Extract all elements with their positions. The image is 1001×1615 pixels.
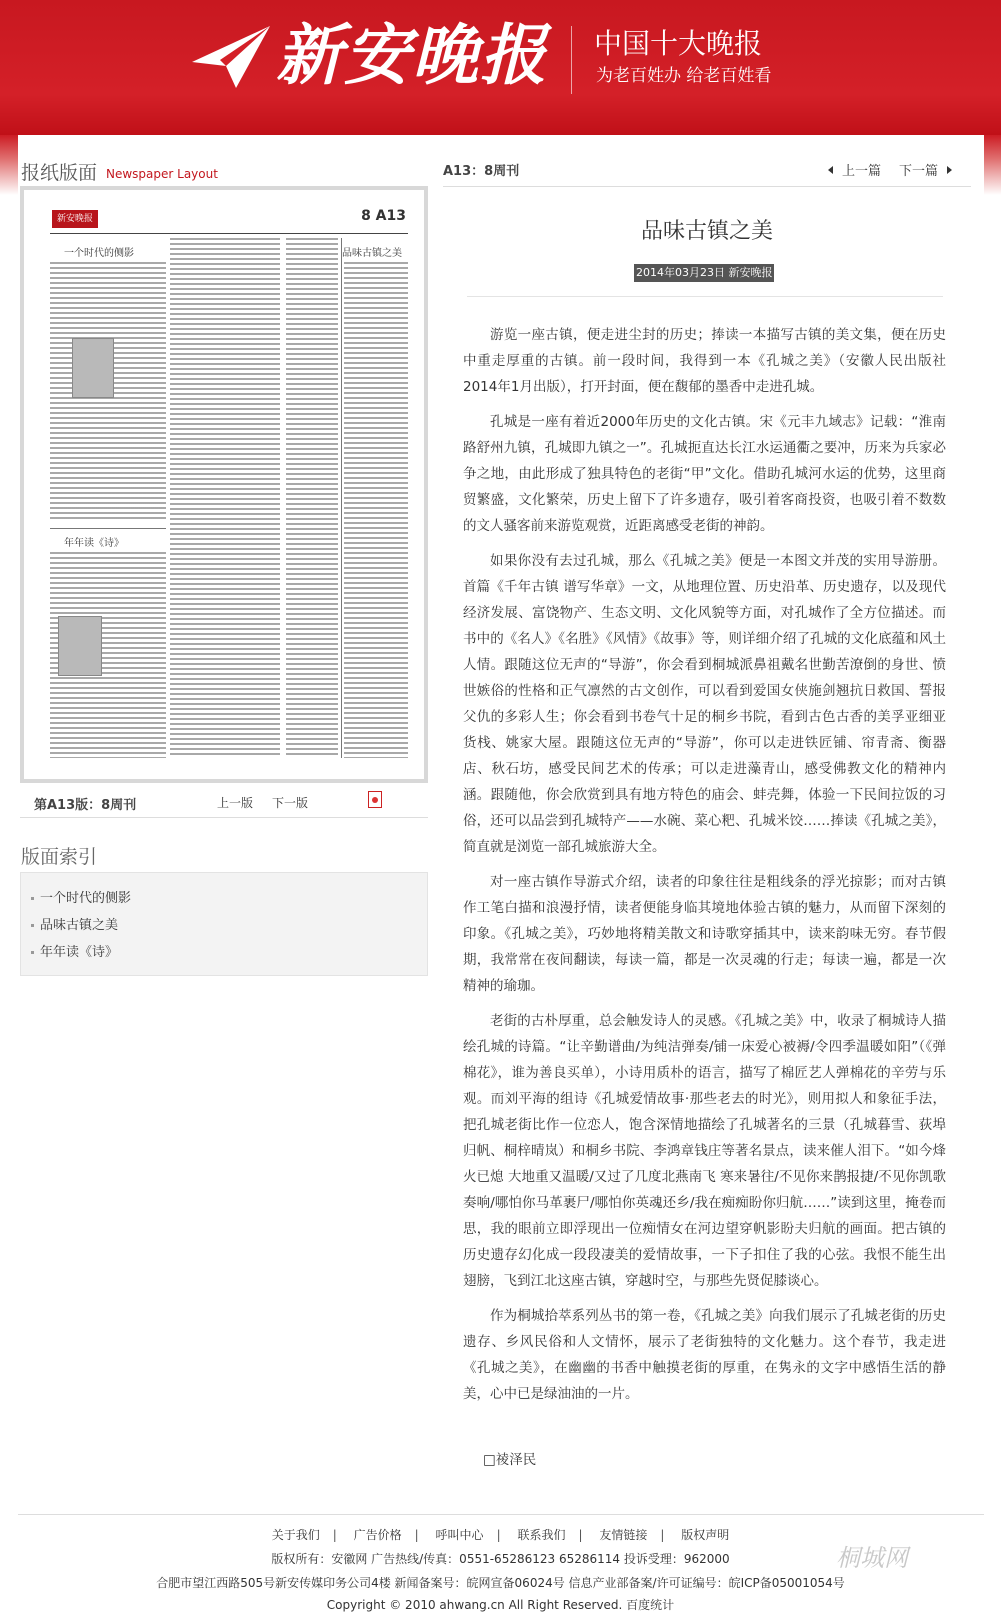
slogan-main: 中国十大晚报 (594, 27, 763, 60)
pdf-download-icon[interactable] (368, 791, 382, 808)
index-item-link[interactable] (31, 914, 118, 933)
thumbnail-masthead (50, 208, 408, 234)
thumbnail-row-rule (50, 528, 166, 529)
thumbnail-headline-2[interactable]: 品味古镇之美 (342, 244, 402, 259)
bullet-icon (31, 951, 34, 954)
watermark-text: 桐城网 (836, 1544, 908, 1572)
logo-paper-plane-icon (190, 22, 272, 92)
index-item-link[interactable] (31, 887, 131, 906)
site-header (0, 0, 1001, 135)
footer-link-call-center[interactable]: 呼叫中心 (435, 1528, 484, 1542)
article-paragraph: 对一座古镇作导游式介绍，读者的印象往往是粗线条的浮光掠影；而对古镇作工笔白描和浪漫抒情，读者便能身临其境地体验古镇的魅力，从而留下深刻的印象。《孔城之美》，巧妙地将精美散文和诗歌穿插其中，读来韵味无穷。春节假期，我常常在夜间翻读，每读一篇，都是一次灵魂的行走；每读一遍，都是一次精神的瑜珈。 (463, 874, 946, 994)
footer-rule (18, 1514, 984, 1515)
newspaper-page-image[interactable] (50, 208, 408, 759)
previous-page-link[interactable]: 上一版 (217, 796, 254, 810)
footer-separator: | (660, 1528, 665, 1542)
footer-link-copyright[interactable]: 版权声明 (681, 1528, 730, 1542)
next-article-label[interactable]: 下一篇 (899, 164, 939, 179)
watermark-logo (836, 1538, 976, 1578)
triangle-left-icon (828, 166, 833, 174)
current-page-label: 第A13版：8周刊 (34, 798, 137, 813)
index-item-link[interactable] (31, 941, 118, 960)
bullet-icon (31, 897, 34, 900)
newspaper-page-thumbnail[interactable] (20, 186, 428, 783)
article-paragraph: 孔城是一座有着近2000年历史的文化古镇。宋《元丰九域志》记载：“淮南路舒州九镇，孔城即九镇之一”。孔城扼直达长江水运通衢之要冲，历来为兵家必争之地，由此形成了独具特色的老街“甲”文化。借助孔城河水运的优势，这里商贸繁盛，文化繁荣，历史上留下了许多遗存，吸引着客商投资，也吸引着不数数的文人骚客前来游览观赏，近距离感受老街的神韵。 (463, 414, 946, 534)
index-item-label[interactable]: 年年读《诗》 (40, 945, 119, 960)
article-page-label: A13：8周刊 (443, 164, 520, 179)
footer-link-about[interactable]: 关于我们 (271, 1528, 320, 1542)
thumbnail-column-rule (341, 238, 342, 758)
header-rule (443, 186, 971, 187)
footer-separator: | (414, 1528, 419, 1542)
next-page-link[interactable]: 下一版 (272, 796, 309, 810)
index-item-label[interactable]: 品味古镇之美 (40, 918, 119, 933)
header-divider (571, 26, 572, 94)
footer-link-contact[interactable]: 联系我们 (517, 1528, 566, 1542)
article-paragraph: 如果你没有去过孔城，那么《孔城之美》便是一本图文并茂的实用导游册。首篇《千年古镇 谱写华章》一文，从地理位置、历史沿革、历史遗存，以及现代经济发展、富饶物产、生态文明、文化风貌等方面，对孔城作了全方位描述。而书中的《名人》《名胜》《风情》《故事》等，则详细介绍了孔城的文化底蕴和风土人情。跟随这位无声的“导游”，你会看到桐城派鼻祖戴名世勤苦潦倒的身世、愤世嫉俗的性格和正气凛然的古文创作，可以看到爱国女侠施剑翘抗日救国、誓报父仇的多彩人生；你会看到书卷气十足的桐乡书院，看到古色古香的美孚亚细亚货栈、姚家大屋。跟随这位无声的“导游”，你可以走进铁匠铺、帘青斋、衡器店、秋石坊，感受民间艺术的传承；可以走进藻青山，感受佛教文化的精神内涵。跟随他，你会欣赏到具有地方特色的庙会、蚌壳舞，体验一下民间拉饭的习俗，还可以品尝到孔城特产——水碗、菜心粑、孔城米饺……捧读《孔城之美》，简直就是浏览一部孔城旅游大全。 (463, 553, 946, 855)
footer-separator: | (332, 1528, 337, 1542)
article-author: □祾泽民 (483, 1452, 537, 1468)
article-date-source: 2014年03月23日 新安晚报 (634, 264, 774, 282)
article-paragraph: 游览一座古镇，便走进尘封的历史；捧读一本描写古镇的美文集，便在历史中重走厚重的古镇。前一段时间，我得到一本《孔城之美》（安徽人民出版社2014年1月出版），打开封面，便在馥郁的墨香中走进孔城。 (463, 327, 946, 395)
footer-link-friends[interactable]: 友情链接 (599, 1528, 648, 1542)
thumbnail-text-column (170, 238, 280, 758)
article-paragraph: 老街的古朴厚重，总会触发诗人的灵感。《孔城之美》中，收录了桐城诗人描绘孔城的诗篇。“让辛勤谱曲/为纯洁弹奏/铺一床爱心被褥/令四季温暖如阳”（《弹棉花》，谁为善良买单），小诗用质朴的语言，描写了棉匠艺人弹棉花的辛劳与乐观。而刘平海的组诗《孔城爱情故事·那些老去的时光》，则用拟人和象征手法，把孔城老街比作一位恋人，饱含深情地描绘了孔城著名的三景（孔城暮雪、荻埠归帆、桐梓晴岚）和桐乡书院、李鸿章钱庄等著名景点，读来催人泪下。“如今烽火已熄 大地重又温暖/又过了几度北燕南飞 寒来暑往/不见你来鹊报捷/不见你凯歌奏响/哪怕你马革裹尸/哪怕你英魂还乡/我在痴痴盼你归航……”读到这里，掩卷而思，我的眼前立即浮现出一位痴情女在河边望穿帆影盼夫归航的画面。把古镇的历史遗存幻化成一段段凄美的爱情故事，一下子扣住了我的心弦。我恨不能生出翅膀，飞到江北这座古镇，穿越时空，与那些先贤促膝谈心。 (463, 1013, 946, 1289)
page-index-title: 版面索引 (21, 846, 98, 868)
next-article-link[interactable] (899, 160, 952, 179)
footer-separator: | (496, 1528, 501, 1542)
footer-link-ad-price[interactable]: 广告价格 (353, 1528, 402, 1542)
site-logo[interactable]: 新安晚报 (276, 16, 548, 94)
index-item-label[interactable]: 一个时代的侧影 (40, 891, 132, 906)
layout-section-title-en: Newspaper Layout (106, 167, 218, 181)
bullet-icon (31, 924, 34, 927)
thumbnail-headline-1[interactable]: 一个时代的侧影 (64, 244, 134, 259)
thumbnail-text-column (344, 262, 408, 758)
thumbnail-book-cover-image (58, 616, 102, 676)
thumbnail-page-number: 8 A13 (361, 208, 406, 224)
footer-copyright-en: Copyright © 2010 ahwang.cn All Right Reserved. 百度统计 (326, 1598, 675, 1612)
article-body (463, 322, 946, 1416)
thumbnail-book-cover-image (72, 338, 114, 398)
thumbnail-text-column (286, 238, 338, 758)
layout-section-title: 报纸版面 (21, 162, 98, 184)
page-index-list (20, 872, 428, 976)
article-title: 品味古镇之美 (640, 219, 773, 244)
footer-copyright-line: 版权所有：安徽网 广告热线/传真：0551-65286123 65286114 投诉受理：962000 (271, 1552, 730, 1566)
title-divider (467, 296, 943, 297)
previous-article-label[interactable]: 上一篇 (842, 164, 882, 179)
page-pager (20, 790, 428, 818)
footer-separator: | (578, 1528, 583, 1542)
slogan-sub: 为老百姓办 给老百姓看 (596, 66, 772, 86)
thumbnail-headline-3[interactable]: 年年读《诗》 (64, 534, 124, 549)
article-paragraph: 作为桐城拾萃系列丛书的第一卷，《孔城之美》向我们展示了孔城老街的历史遗存、乡风民俗和人文情怀，展示了老街独特的文化魅力。这个春节，我走进《孔城之美》，在幽幽的书香中触摸老街的厚重，在隽永的文字中感悟生活的静美，心中已是绿油油的一片。 (463, 1308, 946, 1402)
previous-article-link[interactable] (828, 160, 881, 179)
thumbnail-logo: 新安晚报 (52, 210, 98, 228)
footer-address-line: 合肥市望江西路505号新安传媒印务公司4楼 新闻备案号：皖网宣备06024号 信息产业部备案/许可证编号：皖ICP备05001054号 (156, 1576, 845, 1590)
triangle-right-icon (947, 166, 952, 174)
